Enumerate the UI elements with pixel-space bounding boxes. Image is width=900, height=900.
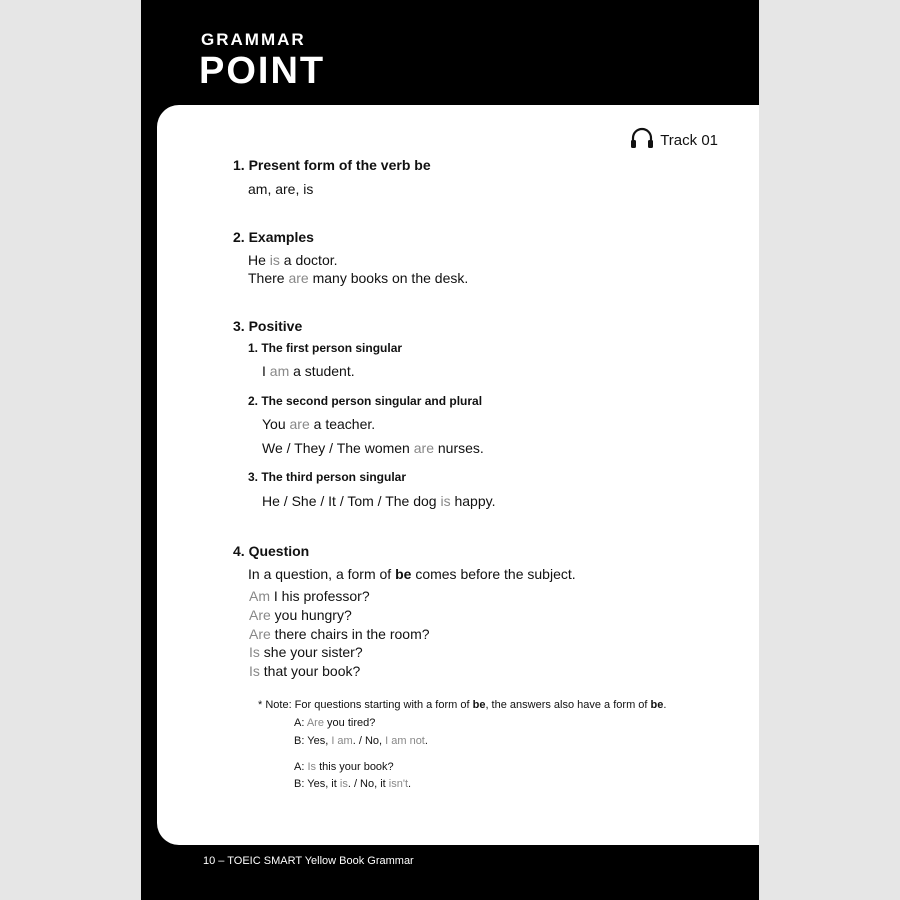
track-audio[interactable] <box>630 127 718 153</box>
example-line: I am a student. <box>262 363 355 379</box>
dialogue-line: A: Is this your book? <box>294 761 394 773</box>
headphones-icon[interactable] <box>630 127 654 153</box>
dialogue-line: B: Yes, I am. / No, I am not. <box>294 735 428 747</box>
example-line: He / She / It / Tom / The dog is happy. <box>262 493 496 509</box>
subsection-title: 1. The first person singular <box>248 341 403 355</box>
section-1-title: 1. Present form of the verb be <box>233 157 431 173</box>
note: * Note: For questions starting with a form of be, the answers also have a form of be. <box>258 699 667 711</box>
dialogue-line: B: Yes, it is. / No, it isn't. <box>294 778 412 790</box>
track-label: Track 01 <box>660 131 718 149</box>
subsection-title: 3. The third person singular <box>248 470 407 484</box>
question-line: Are you hungry? <box>249 607 352 623</box>
question-line: Are there chairs in the room? <box>249 626 430 642</box>
header-title: POINT <box>199 50 326 92</box>
example-line: There are many books on the desk. <box>248 270 469 286</box>
section-3-title: 3. Positive <box>233 318 303 334</box>
section-4-intro: In a question, a form of be comes before the subject. <box>248 566 576 582</box>
example-line: He is a doctor. <box>248 252 338 268</box>
example-line: You are a teacher. <box>262 416 376 432</box>
dialogue-line: A: Are you tired? <box>294 717 376 729</box>
section-4-title: 4. Question <box>233 543 310 559</box>
section-1-body: am, are, is <box>248 181 314 197</box>
section-2-title: 2. Examples <box>233 229 314 245</box>
header-small: GRAMMAR <box>201 30 306 49</box>
question-line: Am I his professor? <box>249 588 370 604</box>
content-card <box>157 105 759 845</box>
question-line: Is that your book? <box>249 663 361 679</box>
page-footer: 10 – TOEIC SMART Yellow Book Grammar <box>203 855 414 867</box>
subsection-title: 2. The second person singular and plural <box>248 394 483 408</box>
question-line: Is she your sister? <box>249 644 363 660</box>
example-line: We / They / The women are nurses. <box>262 440 484 456</box>
page <box>141 0 759 900</box>
